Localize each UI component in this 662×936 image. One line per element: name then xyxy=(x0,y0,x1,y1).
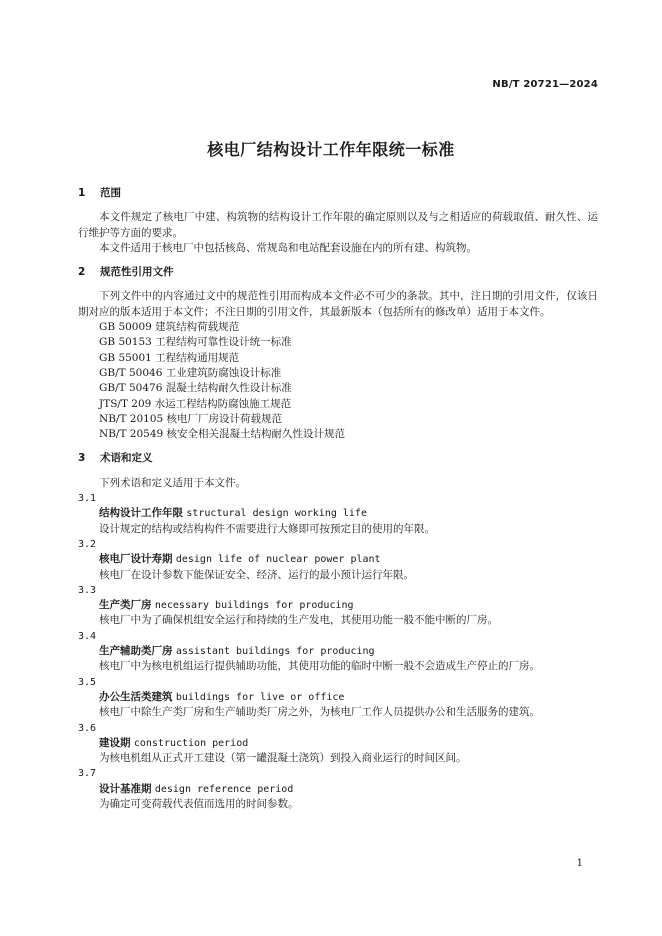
page-number: 1 xyxy=(576,858,583,869)
term-definition: 为核电机组从正式开工建设（第一罐混凝土浇筑）到投入商业运行的时间区间。 xyxy=(99,752,467,765)
section-number: 3 xyxy=(78,452,86,465)
section-title: 规范性引用文件 xyxy=(100,266,174,279)
term-number: 3.7 xyxy=(78,768,97,780)
term-definition: 为确定可变荷载代表值而选用的时间参数。 xyxy=(99,797,299,810)
reference-item: GB 50009 建筑结构荷载规范 xyxy=(99,321,240,334)
reference-item: GB/T 50046 工业建筑防腐蚀设计标准 xyxy=(99,366,282,379)
term-definition: 核电厂中为了确保机组安全运行和持续的生产发电，其使用功能一般不能中断的厂房。 xyxy=(99,614,498,627)
reference-item: NB/T 20549 核安全相关混凝土结构耐久性设计规范 xyxy=(99,428,346,441)
section-heading-terms xyxy=(78,451,598,466)
normative-refs-intro: 下列文件中的内容通过文中的规范性引用而构成本文件必不可少的条款。其中，注日期的引用文件，仅该日期对应的版本适用于本文件；不注日期的引用文件，其最新版本（包括所有的修改单）适用于本文件。 xyxy=(78,290,598,318)
term-en: structural design working life xyxy=(186,508,367,520)
term-number: 3.3 xyxy=(78,584,97,596)
reference-item: NB/T 20105 核电厂厂房设计荷载规范 xyxy=(99,412,283,425)
term-zh: 生产类厂房 xyxy=(99,599,152,612)
term-name xyxy=(78,782,598,797)
term-en: buildings for live or office xyxy=(175,691,345,703)
term-name xyxy=(78,690,598,705)
term-zh: 生产辅助类厂房 xyxy=(99,645,173,658)
term-number: 3.1 xyxy=(78,493,97,505)
section-title: 范围 xyxy=(100,187,121,199)
term-en: necessary buildings for producing xyxy=(154,600,354,612)
document-body xyxy=(78,186,598,812)
term-entry xyxy=(78,629,598,675)
term-definition: 核电厂中为核电机组运行提供辅助功能，其使用功能的临时中断一般不会造成生产停止的厂房。 xyxy=(99,660,540,673)
term-entry xyxy=(78,491,598,537)
document-title: 核电厂结构设计工作年限统一标准 xyxy=(207,140,455,159)
term-zh: 建设期 xyxy=(99,736,131,749)
term-zh: 设计基准期 xyxy=(99,782,152,795)
term-name xyxy=(78,506,598,521)
term-entry xyxy=(78,766,598,812)
term-en: assistant buildings for producing xyxy=(175,646,375,658)
term-name xyxy=(78,644,598,659)
terms-intro: 下列术语和定义适用于本文件。 xyxy=(99,476,246,489)
standard-code: NB/T 20721—2024 xyxy=(492,79,598,90)
term-entry xyxy=(78,537,598,583)
reference-item: GB/T 50476 混凝土结构耐久性设计标准 xyxy=(99,382,292,395)
term-name xyxy=(78,598,598,613)
term-definition: 设计规定的结构或结构构件不需要进行大修即可按预定目的使用的年限。 xyxy=(99,522,435,535)
section-heading-normative-refs xyxy=(78,265,598,280)
term-definition: 核电厂在设计参数下能保证安全、经济、运行的最小预计运行年限。 xyxy=(99,568,414,581)
term-zh: 办公生活类建筑 xyxy=(99,690,173,703)
term-definition: 核电厂中除生产类厂房和生产辅助类厂房之外，为核电厂工作人员提供办公和生活服务的建筑。 xyxy=(99,706,540,719)
reference-item: GB 50153 工程结构可靠性设计统一标准 xyxy=(99,336,292,349)
term-name xyxy=(78,552,598,567)
scope-paragraph: 本文件适用于核电厂中包括核岛、常规岛和电站配套设施在内的所有建、构筑物。 xyxy=(99,241,477,254)
section-number: 1 xyxy=(78,187,86,199)
reference-item: JTS/T 209 水运工程结构防腐蚀施工规范 xyxy=(99,397,292,410)
reference-item: GB 55001 工程结构通用规范 xyxy=(99,351,240,364)
term-zh: 结构设计工作年限 xyxy=(99,507,183,520)
section-number: 2 xyxy=(78,266,86,279)
term-entry xyxy=(78,721,598,767)
term-en: construction period xyxy=(133,737,249,749)
scope-paragraph: 本文件规定了核电厂中建、构筑物的结构设计工作年限的确定原则以及与之相适应的荷载取值、耐久性、运行维护等方面的要求。 xyxy=(78,211,598,239)
reference-list xyxy=(78,320,598,442)
term-number: 3.4 xyxy=(78,630,97,642)
term-number: 3.6 xyxy=(78,722,97,734)
term-entry xyxy=(78,675,598,721)
term-name xyxy=(78,736,598,751)
section-title: 术语和定义 xyxy=(100,452,153,465)
term-zh: 核电厂设计寿期 xyxy=(99,553,173,566)
term-number: 3.5 xyxy=(78,676,97,688)
term-entry xyxy=(78,583,598,629)
term-en: design reference period xyxy=(154,783,294,795)
term-number: 3.2 xyxy=(78,538,97,550)
term-en: design life of nuclear power plant xyxy=(175,554,381,566)
section-heading-scope xyxy=(78,186,598,201)
